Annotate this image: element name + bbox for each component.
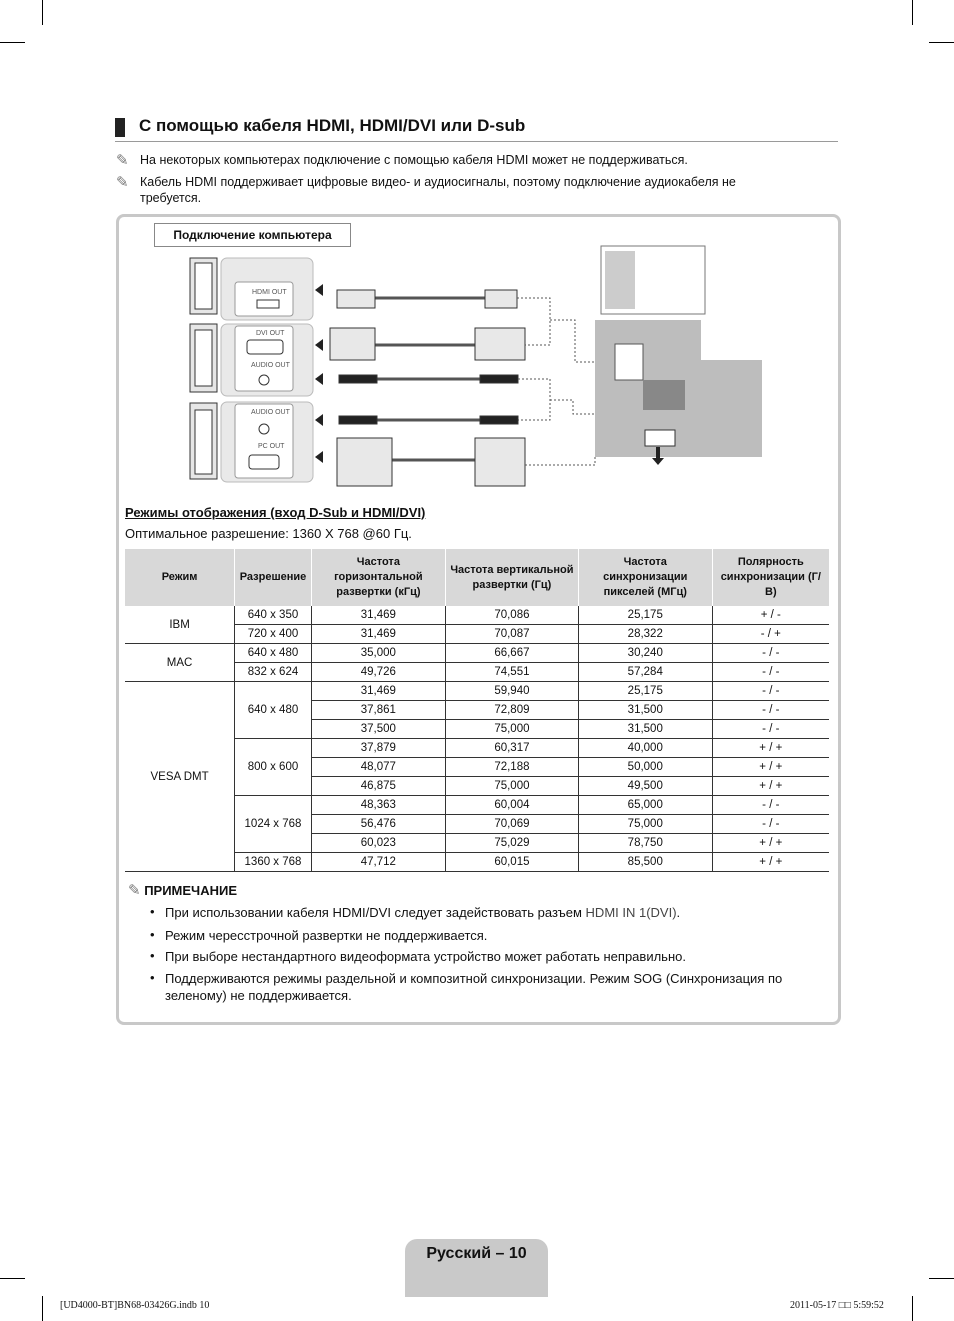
imprint-file: [UD4000-BT]BN68-03426G.indb 10 — [60, 1300, 210, 1311]
bullet-icon: • — [150, 970, 155, 985]
value-cell: 49,500 — [578, 777, 712, 796]
value-cell: 37,861 — [311, 701, 445, 720]
crop-mark — [42, 1296, 43, 1321]
value-cell: 85,500 — [578, 853, 712, 872]
value-cell: 25,175 — [578, 606, 712, 625]
value-cell: + / + — [712, 758, 829, 777]
audio-jack-icon — [259, 424, 269, 434]
value-cell: 40,000 — [578, 739, 712, 758]
note-text: Кабель HDMI поддерживает цифровые видео- и аудиосигналы, поэтому подключение аудиокабеля не требуется. — [140, 175, 736, 205]
title-divider — [115, 141, 838, 142]
value-cell: 31,469 — [311, 606, 445, 625]
note-text: На некоторых компьютерах подключение с помощью кабеля HDMI может не поддерживаться. — [140, 153, 688, 167]
dvi-port-icon — [247, 340, 283, 354]
resolution-cell: 1360 x 768 — [235, 853, 312, 872]
value-cell: - / - — [712, 682, 829, 701]
value-cell: 28,322 — [578, 625, 712, 644]
resolution-cell: 640 x 480 — [235, 644, 312, 663]
value-cell: + / + — [712, 834, 829, 853]
value-cell: 72,809 — [445, 701, 578, 720]
column-header: Режим — [125, 549, 235, 606]
value-cell: 57,284 — [578, 663, 712, 682]
note-item — [116, 173, 806, 205]
remark-heading — [128, 881, 237, 899]
column-header: Полярность синхронизации (Г/В) — [712, 549, 829, 606]
crop-mark — [912, 0, 913, 25]
crop-mark — [0, 1278, 25, 1279]
mode-cell: VESA DMT — [125, 682, 235, 872]
table-row — [125, 644, 829, 663]
diagram-title: Подключение компьютера — [154, 223, 351, 247]
pencil-note-icon: ✎ — [116, 173, 129, 191]
value-cell: 60,317 — [445, 739, 578, 758]
modes-title: Режимы отображения (вход D-Sub и HDMI/DVI) — [125, 505, 426, 520]
resolution-cell: 1024 x 768 — [235, 796, 312, 853]
note-item — [116, 152, 806, 169]
vga-port-icon — [249, 455, 279, 469]
pc-tower-icon — [190, 258, 217, 479]
resolution-cell: 800 x 600 — [235, 739, 312, 796]
bullet-icon: • — [150, 948, 155, 963]
table-row — [125, 606, 829, 625]
dvi-out-label: DVI OUT — [256, 330, 285, 337]
value-cell: 37,500 — [311, 720, 445, 739]
value-cell: 75,029 — [445, 834, 578, 853]
table-row — [125, 682, 829, 701]
value-cell: 31,469 — [311, 625, 445, 644]
value-cell: - / - — [712, 720, 829, 739]
cable-plug-icon — [330, 290, 525, 486]
value-cell: 37,879 — [311, 739, 445, 758]
hdmi-out-label: HDMI OUT — [252, 289, 287, 296]
value-cell: 60,004 — [445, 796, 578, 815]
list-item-text: При выборе нестандартного видеоформата устройство может работать неправильно. — [165, 949, 686, 964]
column-header: Разрешение — [235, 549, 312, 606]
remark-heading-text: ПРИМЕЧАНИЕ — [144, 883, 237, 898]
page-number: Русский – 10 — [426, 1245, 527, 1262]
value-cell: - / + — [712, 625, 829, 644]
value-cell: - / - — [712, 701, 829, 720]
value-cell: 50,000 — [578, 758, 712, 777]
display-modes-table — [125, 549, 829, 872]
table-body — [125, 606, 829, 872]
section-marker — [115, 118, 125, 137]
value-cell: 59,940 — [445, 682, 578, 701]
value-cell: 35,000 — [311, 644, 445, 663]
value-cell: 78,750 — [578, 834, 712, 853]
table-header-row — [125, 549, 829, 606]
crop-mark — [0, 42, 25, 43]
value-cell: 70,087 — [445, 625, 578, 644]
mode-cell: MAC — [125, 644, 235, 682]
list-item-text: Режим чересстрочной развертки не поддерживается. — [165, 928, 488, 943]
list-item-text: Поддерживаются режимы раздельной и композитной синхронизации. Режим SOG (Синхронизация по зеленому) не поддерживается. — [165, 971, 783, 1003]
value-cell: 47,712 — [311, 853, 445, 872]
bullet-icon: • — [150, 927, 155, 942]
value-cell: - / - — [712, 644, 829, 663]
crop-mark — [929, 42, 954, 43]
value-cell: 56,476 — [311, 815, 445, 834]
column-header: Частота горизонтальной развертки (кГц) — [311, 549, 445, 606]
pencil-note-icon: ✎ — [116, 151, 129, 169]
value-cell: 70,086 — [445, 606, 578, 625]
hdmi-port-icon — [257, 300, 279, 308]
audio-jack-icon — [259, 375, 269, 385]
page-title: С помощью кабеля HDMI, HDMI/DVI или D-sub — [139, 116, 526, 135]
pc-out-label: PC OUT — [258, 443, 285, 450]
resolution-cell: 720 x 400 — [235, 625, 312, 644]
value-cell: 75,000 — [445, 720, 578, 739]
list-item-text — [165, 904, 830, 921]
value-cell: + / - — [712, 606, 829, 625]
connection-diagram — [125, 220, 785, 495]
audio-out-label: AUDIO OUT — [251, 409, 290, 416]
pencil-note-icon: ✎ — [128, 881, 141, 899]
value-cell: 66,667 — [445, 644, 578, 663]
value-cell: + / + — [712, 777, 829, 796]
resolution-cell: 640 x 350 — [235, 606, 312, 625]
value-cell: 49,726 — [311, 663, 445, 682]
value-cell: + / + — [712, 853, 829, 872]
value-cell: 75,000 — [445, 777, 578, 796]
value-cell: 74,551 — [445, 663, 578, 682]
value-cell: - / - — [712, 815, 829, 834]
crop-mark — [912, 1296, 913, 1321]
list-item-text-part: При использовании кабеля HDMI/DVI следует задействовать разъем — [165, 905, 586, 920]
value-cell: 48,077 — [311, 758, 445, 777]
value-cell: 72,188 — [445, 758, 578, 777]
value-cell: 46,875 — [311, 777, 445, 796]
imprint-date: 2011-05-17 □□ 5:59:52 — [790, 1300, 884, 1311]
value-cell: 48,363 — [311, 796, 445, 815]
value-cell: 30,240 — [578, 644, 712, 663]
value-cell: 25,175 — [578, 682, 712, 701]
crop-mark — [929, 1278, 954, 1279]
value-cell: - / - — [712, 796, 829, 815]
value-cell: 75,000 — [578, 815, 712, 834]
highlight-term: HDMI IN 1(DVI) — [585, 905, 677, 920]
value-cell: - / - — [712, 663, 829, 682]
column-header: Частота синхронизации пикселей (МГц) — [578, 549, 712, 606]
optimal-resolution: Оптимальное разрешение: 1360 X 768 @60 Гц. — [125, 526, 412, 541]
audio-out-label: AUDIO OUT — [251, 362, 290, 369]
value-cell: 60,023 — [311, 834, 445, 853]
column-header: Частота вертикальной развертки (Гц) — [445, 549, 578, 606]
value-cell: 65,000 — [578, 796, 712, 815]
value-cell: + / + — [712, 739, 829, 758]
value-cell: 31,500 — [578, 720, 712, 739]
resolution-cell: 640 x 480 — [235, 682, 312, 739]
resolution-cell: 832 x 624 — [235, 663, 312, 682]
bullet-icon: • — [150, 904, 155, 919]
mode-cell: IBM — [125, 606, 235, 644]
value-cell: 70,069 — [445, 815, 578, 834]
list-item-text-part: . — [676, 905, 681, 920]
value-cell: 31,469 — [311, 682, 445, 701]
crop-mark — [42, 0, 43, 25]
value-cell: 31,500 — [578, 701, 712, 720]
value-cell: 60,015 — [445, 853, 578, 872]
